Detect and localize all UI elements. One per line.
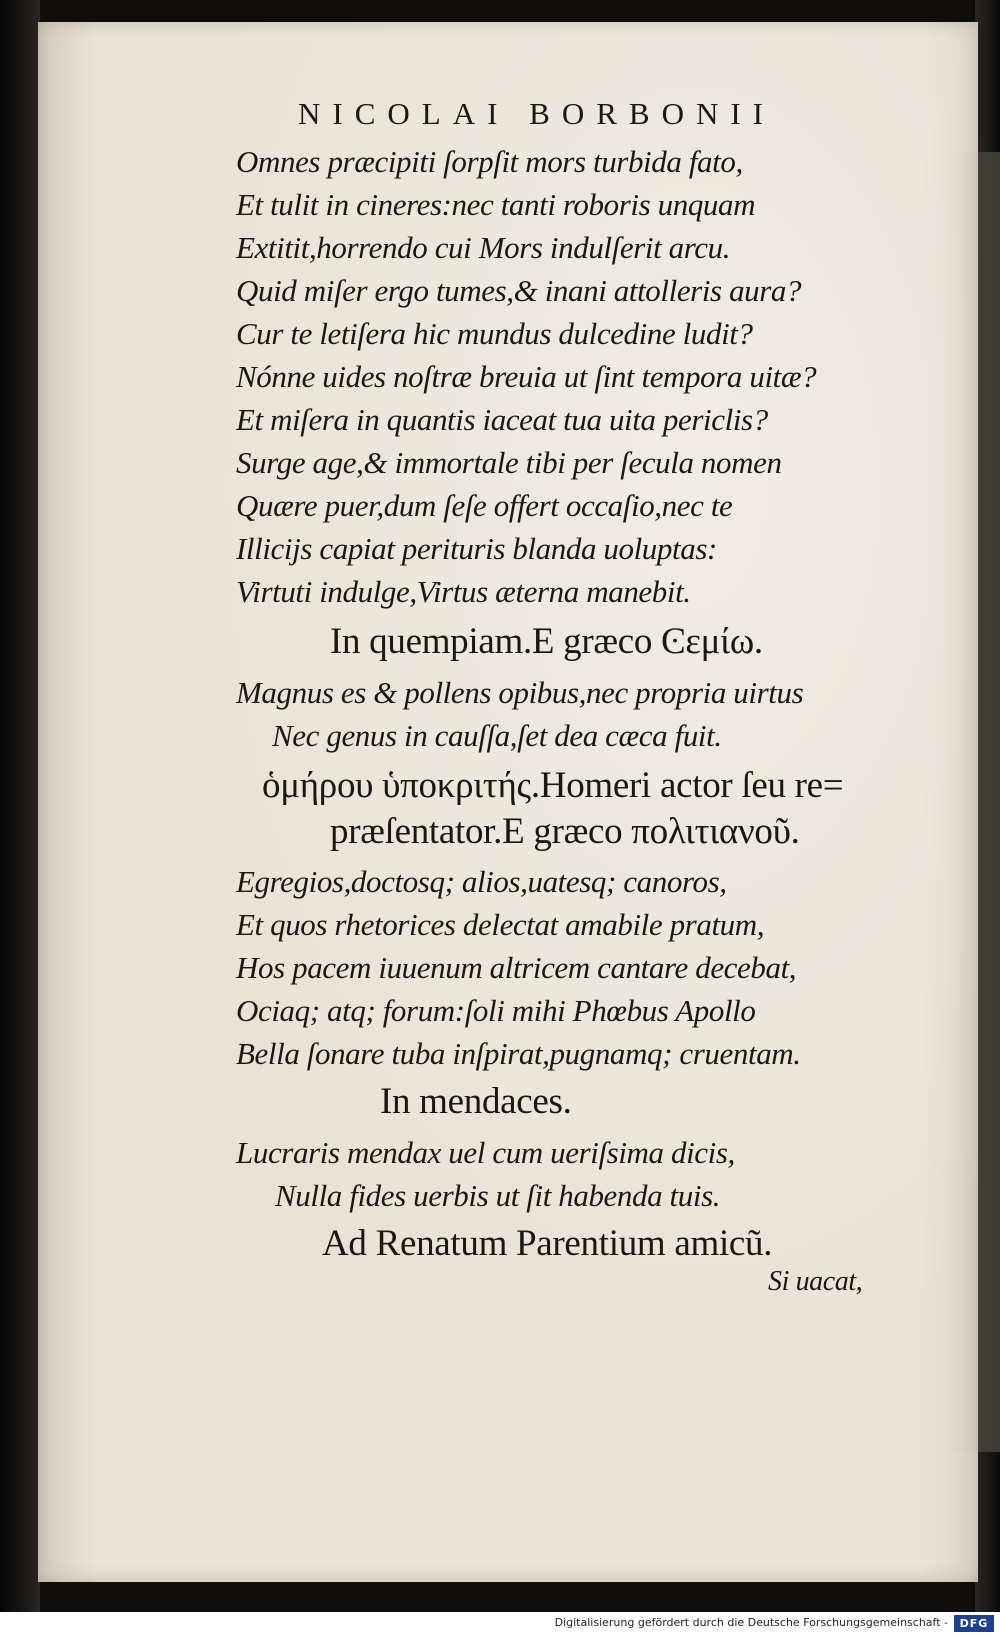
epigram-title: ὁμήρου ὑποκριτής.Homeri actor ſeu re=	[262, 765, 844, 806]
verse-line: Quære puer,dum ſeſe offert occaſio,nec te	[236, 488, 733, 523]
verse-line: Nulla fides uerbis ut ſit habenda tuis.	[275, 1178, 721, 1213]
verse-line: Et tulit in cineres:nec tanti roboris unquam	[236, 187, 756, 222]
verse-line: Extitit,horrendo cui Mors indulſerit arcu.	[236, 230, 731, 265]
verse-line: Nónne uides noſtræ breuia ut ſint tempora uitæ?	[236, 359, 817, 394]
verse-line: Ociaq; atq; forum:ſoli mihi Phœbus Apollo	[236, 993, 756, 1028]
footer-credit: Digitalisierung gefördert durch die Deutsche Forschungsgemeinschaft -	[554, 1616, 948, 1629]
verse-line: Nec genus in cauſſa,ſet dea cæca fuit.	[272, 718, 722, 753]
epigram-title: præſentator.E græco πολιτιανοῦ.	[330, 811, 800, 852]
verse-line: Omnes præcipiti ſorpſit mors turbida fato,	[236, 144, 743, 179]
verse-line: Virtuti indulge,Virtus æterna manebit.	[236, 574, 691, 609]
digitization-footer	[0, 1612, 1000, 1636]
verse-line: Surge age,& immortale tibi per ſecula nomen	[236, 445, 782, 480]
verse-line: Illicijs capiat perituris blanda uoluptas:	[236, 531, 717, 566]
verse-line: Et quos rhetorices delectat amabile pratum,	[236, 907, 765, 942]
verse-line: Bella ſonare tuba inſpirat,pugnamq; cruentam.	[236, 1036, 801, 1071]
verse-line: Quid miſer ergo tumes,& inani attolleris aura?	[236, 273, 802, 308]
verse-line: Cur te letiſera hic mundus dulcedine ludit?	[236, 316, 753, 351]
catchword: Si uacat,	[768, 1266, 863, 1297]
verse-line: Egregios,doctosq; alios,uatesq; canoros,	[236, 864, 727, 899]
running-title: NICOLAI BORBONII	[298, 96, 776, 131]
verse-line: Lucraris mendax uel cum ueriſsima dicis,	[236, 1135, 735, 1170]
verse-line: Et miſera in quantis iaceat tua uita periclis?	[236, 402, 768, 437]
epigram-title: Ad Renatum Parentium amicũ.	[322, 1223, 773, 1264]
epigram-title: In quempiam.E græco Ͼεμίω.	[330, 621, 763, 662]
epigram-title: In mendaces.	[380, 1081, 572, 1122]
verse-line: Hos pacem iuuenum altricem cantare decebat,	[236, 950, 797, 985]
verse-line: Magnus es & pollens opibus,nec propria uirtus	[236, 675, 804, 710]
dfg-logo: DFG	[954, 1615, 994, 1632]
